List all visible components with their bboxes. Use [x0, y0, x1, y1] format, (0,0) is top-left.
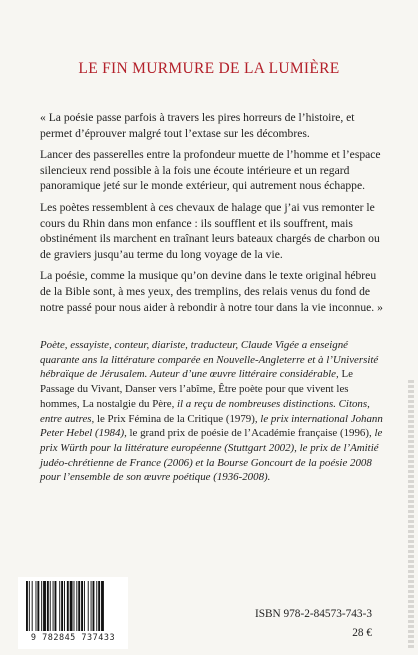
barcode-bar [81, 581, 83, 631]
quote-paragraph-2: Lancer des passerelles entre la profondeur muette de l’homme et l’espace silencieux rend possible à la fois une écoute intérieure et un regard panoramique jeté sur le monde extérieur, qui autrement nous échappe. [40, 148, 381, 193]
author-quote [40, 110, 386, 321]
barcode-bar [76, 581, 77, 631]
quote-paragraph-4: La poésie, comme la musique qu’on devine dans le texte original hébreu de la Bible sont, à mes yeux, des tremplins, des relais venus du fond de notre passé pour nous aider à rebondir à notre tour dans la vie inconnue. » [40, 269, 383, 314]
barcode-bar [91, 581, 92, 631]
barcode-bar [36, 581, 37, 631]
barcode-bar [101, 581, 104, 631]
barcode-digits: 9 782845 737433 [30, 633, 116, 643]
book-title: LE FIN MURMURE DE LA LUMIÈRE [78, 60, 340, 77]
bio-works-titles: Le Passage du Vivant, Danser vers l’abîme, Être poète pour que vivent les hommes, La nostalgie du Père [40, 368, 353, 410]
barcode-bars [24, 581, 122, 631]
barcode-bar [59, 581, 60, 631]
barcode-bar [43, 581, 46, 631]
bio-prize-2: le grand prix de poésie de l’Académie française (1996) [129, 427, 370, 440]
bio-text-4: , le prix Würth pour la littérature européenne (Stuttgart 2002), le prix de l’Amitié judéo-chrétienne de France (2006) et la Bourse Goncourt de la poésie 2008 pour l’ensemble de son œuvre poétique (1936-2008). [40, 427, 383, 484]
bio-prize-1: le Prix Fémina de la Critique (1979) [96, 412, 255, 425]
bio-text-1: Poète, essayiste, conteur, diariste, traducteur, Claude Vigée a enseigné quarante ans la littérature comparée en Nouvelle-Angleterre et à l’Université hébraïque de Jérusalem. Auteur d’une œuvre littéraire considérable, [40, 339, 379, 381]
price: 28 € [352, 627, 372, 639]
barcode-bar [50, 581, 51, 631]
barcode-bar [88, 581, 89, 631]
quote-paragraph-1: « La poésie passe parfois à travers les pires horreurs de l’histoire, et permet d’éprouver malgré tout l’extase sur les décombres. [40, 111, 355, 140]
barcode-bar [29, 581, 30, 631]
quote-paragraph-3: Les poètes ressemblent à ces chevaux de halage que j’ai vus remonter le cours du Rhin dans mon enfance : ils soufflent et ils souffrent, mais obstinément ils marchent en traînant leurs bateaux chargés de charbon ou de graviers jusqu’au terme du long voyage de la vie. [40, 200, 380, 261]
barcode-bar [26, 581, 28, 631]
barcode-bar [64, 581, 65, 631]
barcode-bar [96, 581, 97, 631]
isbn-number: ISBN 978-2-84573-743-3 [254, 608, 372, 620]
author-biography [40, 338, 386, 485]
barcode-bar [53, 581, 54, 631]
barcode-bar [93, 581, 95, 631]
barcode-bar [37, 581, 39, 631]
barcode-bar [61, 581, 63, 631]
barcode-bar [67, 581, 69, 631]
barcode-bar [70, 581, 73, 631]
barcode-bar [74, 581, 75, 631]
barcode-bar [41, 581, 42, 631]
spine-edge-mark [408, 380, 414, 648]
barcode-bar [98, 581, 100, 631]
barcode-bar [78, 581, 80, 631]
barcode-bar [84, 581, 85, 631]
barcode-bar [47, 581, 49, 631]
barcode-bar [55, 581, 57, 631]
bio-text-2: , il a reçu de nombreuses distinctions. Citons, entre autres, [40, 397, 370, 425]
barcode-bar [32, 581, 33, 631]
barcode [18, 577, 128, 649]
bio-text-3: , le prix international Johann Peter Hebel (1984), [40, 412, 383, 440]
